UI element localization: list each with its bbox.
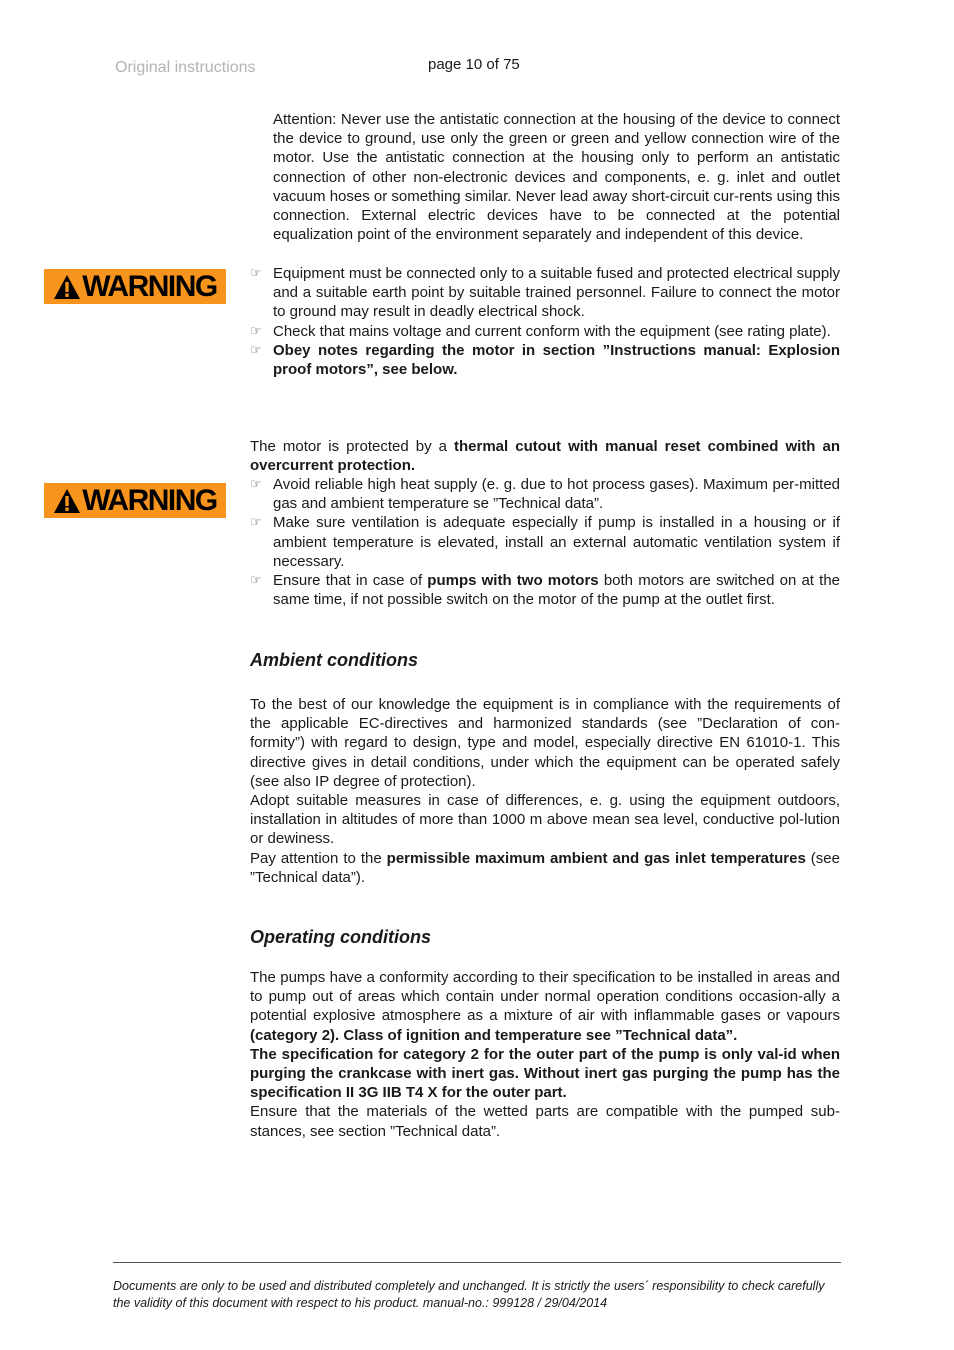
footer-disclaimer: Documents are only to be used and distributed completely and unchanged. It is strictly the users´ responsibility to check carefully the validity of this document with respect to his product. manual-no.: 999128 / 29/04/2014 [113, 1279, 825, 1310]
attention-paragraph: Attention: Never use the antistatic connection at the housing of the device to connect the device to ground, use only the green or green and yellow connection wire of the motor. Use the antistatic connection at the housing only to perform an antistatic connection of other non-electronic devices and components, e. g. inlet and outlet vacuum hoses or something similar. Never lead away short-circuit cur-rents using this connection. External electric devices have to be connected at the potential equalization point of the environment separately and independent of this device. [273, 111, 840, 244]
pointing-hand-icon: ☞ [250, 323, 262, 339]
warning-label-text: WARNING [82, 269, 217, 303]
pointing-hand-icon: ☞ [250, 573, 262, 589]
list-item-text: Check that mains voltage and current conform with the equipment (see rating plate). [273, 322, 831, 340]
pointing-hand-icon: ☞ [250, 342, 262, 358]
text-span: Pay attention to the [250, 849, 387, 867]
ambient-section-body [250, 695, 840, 887]
text-span-bold: thermal cutout with manual reset combined with an overcurrent protection. [250, 438, 840, 475]
list-item-text: Obey notes regarding the motor in section ”Instructions manual: Explosion proof motors”, see below. [273, 341, 840, 379]
text-span-bold: The specification for category 2 for the outer part of the pump is only val-id when purging the crankcase with inert gas. Without inert gas purging the pump has the specification II 3G IIB T4 X for the outer part. [250, 1045, 840, 1102]
warning-label-1 [44, 269, 226, 304]
operating-paragraph-1 [250, 968, 840, 1045]
pointing-hand-icon: ☞ [250, 477, 262, 492]
warning-triangle-icon [53, 488, 81, 514]
pointing-hand-icon: ☞ [250, 515, 262, 531]
list-item [250, 513, 840, 571]
ambient-paragraph-2: Adopt suitable measures in case of differences, e. g. using the equipment outdoors, installation in altitudes of more than 1000 m above mean sea level, conductive pol-lution or dewiness. [250, 792, 840, 848]
list-item [250, 341, 840, 379]
text-span: The pumps have a conformity according to their specification to be installed in areas and to pump out of areas which contain under normal operation conditions occasion-ally a potential explosive atmosphere as a mixture of air with inflammable gases or vapours [250, 969, 840, 1025]
operating-section-body [250, 968, 840, 1141]
footer-divider [113, 1262, 841, 1263]
list-item [250, 475, 840, 513]
list-item-text: Avoid reliable high heat supply (e. g. due to hot process gases). Maximum per-mitted gas and ambient temperature se ”Technical data”. [273, 476, 840, 513]
warning-label-text: WARNING [82, 483, 217, 517]
warning-triangle-icon [53, 274, 81, 300]
pointing-hand-icon: ☞ [250, 266, 262, 281]
section-heading-operating: Operating conditions [250, 927, 432, 947]
ambient-paragraph-3 [250, 849, 840, 887]
text-span: (see ”Technical data”). [250, 849, 840, 886]
ambient-paragraph-1: To the best of our knowledge the equipment is in compliance with the requirements of the applicable EC-directives and harmonized standards (see ”Declaration of con-formity”) with regard to design, type and model, especially directive EN 61010-1. This directive gives in detail conditions, under which the equipment can be operated safely (see also IP degree of protection). [250, 696, 840, 790]
warning-label-2 [44, 483, 226, 518]
text-span: Ensure that in case of [273, 572, 428, 590]
warning-list-1 [250, 264, 840, 379]
section-heading-ambient: Ambient conditions [250, 650, 418, 670]
list-item-text: Equipment must be connected only to a suitable fused and protected electrical supply and a suitable earth point by suitable trained personnel. Failure to connect the motor to ground may result in deadly electrical shock. [273, 265, 841, 321]
text-span-bold: (category 2). Class of ignition and temperature see ”Technical data”. [250, 1026, 738, 1044]
list-item-text: Make sure ventilation is adequate especially if pump is installed in a housing or if ambient temperature is elevated, install an external automatic ventilation system if necessary. [273, 514, 840, 570]
header-document-type: Original instructions [115, 59, 256, 76]
motor-protection-paragraph [250, 437, 840, 475]
header-page-number: page 10 of 75 [428, 56, 520, 73]
text-span: both motors are switched on at the same time, if not possible switch on the motor of the pump at the outlet first. [273, 572, 841, 609]
list-item [250, 264, 840, 322]
operating-paragraph-3: Ensure that the materials of the wetted parts are compatible with the pumped sub-stances, see section ”Technical data”. [250, 1103, 840, 1140]
text-span-bold: permissible maximum ambient and gas inlet temperatures [386, 849, 806, 867]
list-item [250, 322, 840, 341]
list-item [250, 571, 840, 609]
operating-paragraph-2 [250, 1045, 840, 1103]
text-span-bold: pumps with two motors [427, 572, 599, 590]
warning-list-2 [250, 475, 840, 609]
text-span: The motor is protected by a [250, 438, 454, 455]
list-item-text [273, 572, 840, 608]
